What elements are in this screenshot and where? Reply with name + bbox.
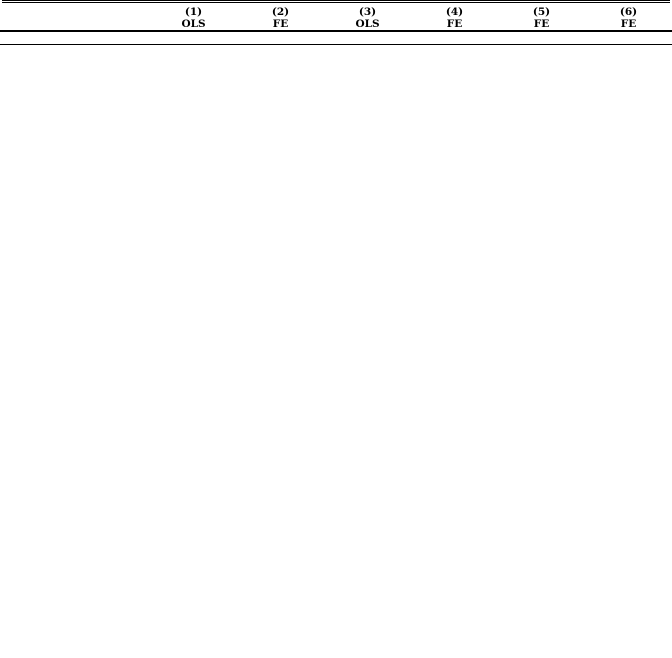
standard-error-cell xyxy=(324,31,411,32)
standard-error-cell xyxy=(498,31,585,32)
statistic-value xyxy=(411,44,498,45)
column-estimator: FE xyxy=(272,18,289,30)
regression-table xyxy=(0,0,672,45)
statistic-label xyxy=(0,44,150,45)
statistic-value xyxy=(324,44,411,45)
column-estimator: FE xyxy=(533,18,550,30)
statistic-value xyxy=(498,44,585,45)
spacer-row xyxy=(0,32,672,45)
standard-error-cell xyxy=(237,31,324,32)
standard-error-cell xyxy=(585,31,672,32)
column-number: (5) xyxy=(532,6,551,18)
column-estimator: FE xyxy=(620,18,637,30)
column-number: (2) xyxy=(271,6,290,18)
column-estimator: FE xyxy=(446,18,463,30)
column-estimator: OLS xyxy=(181,18,206,30)
column-estimator: OLS xyxy=(355,18,380,30)
statistic-value xyxy=(585,44,672,45)
statistic-row xyxy=(0,44,672,45)
statistic-value xyxy=(237,44,324,45)
standard-error-cell xyxy=(150,31,237,32)
column-number: (6) xyxy=(619,6,638,18)
column-number: (4) xyxy=(445,6,464,18)
standard-error-cell xyxy=(411,31,498,32)
statistic-value xyxy=(150,44,237,45)
column-number: (1) xyxy=(184,6,203,18)
corner-label xyxy=(0,0,150,18)
column-number: (3) xyxy=(358,6,377,18)
summary-statistics xyxy=(0,32,672,45)
